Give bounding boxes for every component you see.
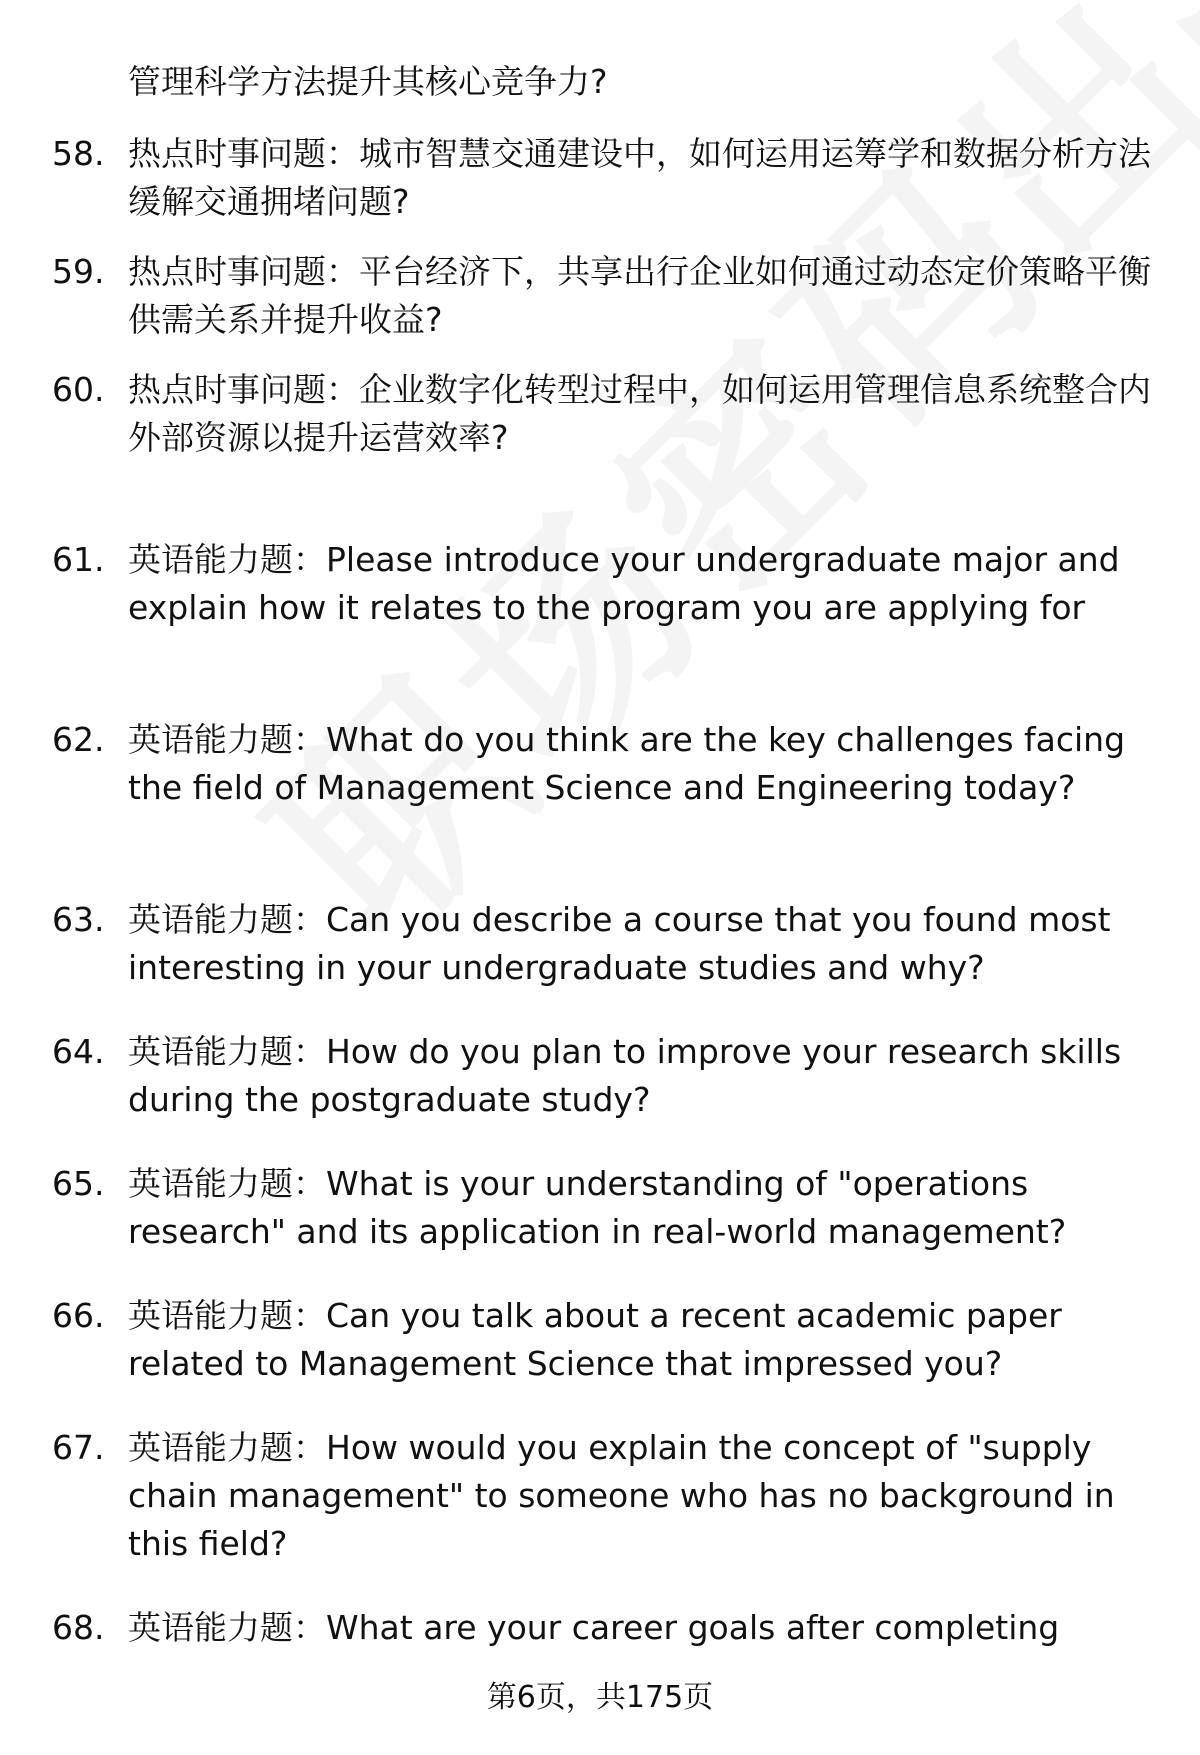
question-number: 65. <box>52 1164 105 1203</box>
question-text: 热点时事问题：平台经济下，共享出行企业如何通过动态定价策略平衡供需关系并提升收益? <box>128 252 1151 339</box>
question-text: 英语能力题：Can you describe a course that you found most interesting in your undergraduate studies and why? <box>128 900 1111 987</box>
question-text: 英语能力题：What is your understanding of "operations research" and its application in real-world management? <box>128 1164 1067 1251</box>
question-text: 英语能力题：What do you think are the key challenges facing the field of Management Science and Engineering today? <box>128 720 1126 807</box>
question-number: 68. <box>52 1608 105 1647</box>
continuation-text: 管理科学方法提升其核心竞争力? <box>128 62 608 101</box>
question-text: 热点时事问题：企业数字化转型过程中，如何运用管理信息系统整合内外部资源以提升运营效率? <box>128 370 1151 457</box>
question-number: 64. <box>52 1032 105 1071</box>
question-text: 英语能力题：Please introduce your undergraduate major and explain how it relates to the program you are applying for <box>128 540 1120 627</box>
question-number: 62. <box>52 720 105 759</box>
question-number: 66. <box>52 1296 105 1335</box>
question-number: 61. <box>52 540 105 579</box>
question-text: 英语能力题：How would you explain the concept of "supply chain management" to someone who has no background in this field? <box>128 1428 1115 1563</box>
question-number: 63. <box>52 900 105 939</box>
page-footer: 第6页，共175页 <box>486 1680 714 1715</box>
question-number: 67. <box>52 1428 105 1467</box>
question-text: 热点时事问题：城市智慧交通建设中，如何运用运筹学和数据分析方法缓解交通拥堵问题? <box>128 134 1151 221</box>
question-number: 58. <box>52 134 105 173</box>
question-text: 英语能力题：What are your career goals after completing <box>128 1608 1060 1647</box>
question-text: 英语能力题：How do you plan to improve your research skills during the postgraduate study? <box>128 1032 1122 1119</box>
question-number: 59. <box>52 252 105 291</box>
question-text: 英语能力题：Can you talk about a recent academic paper related to Management Science that impressed you? <box>128 1296 1062 1383</box>
question-number: 60. <box>52 370 105 409</box>
